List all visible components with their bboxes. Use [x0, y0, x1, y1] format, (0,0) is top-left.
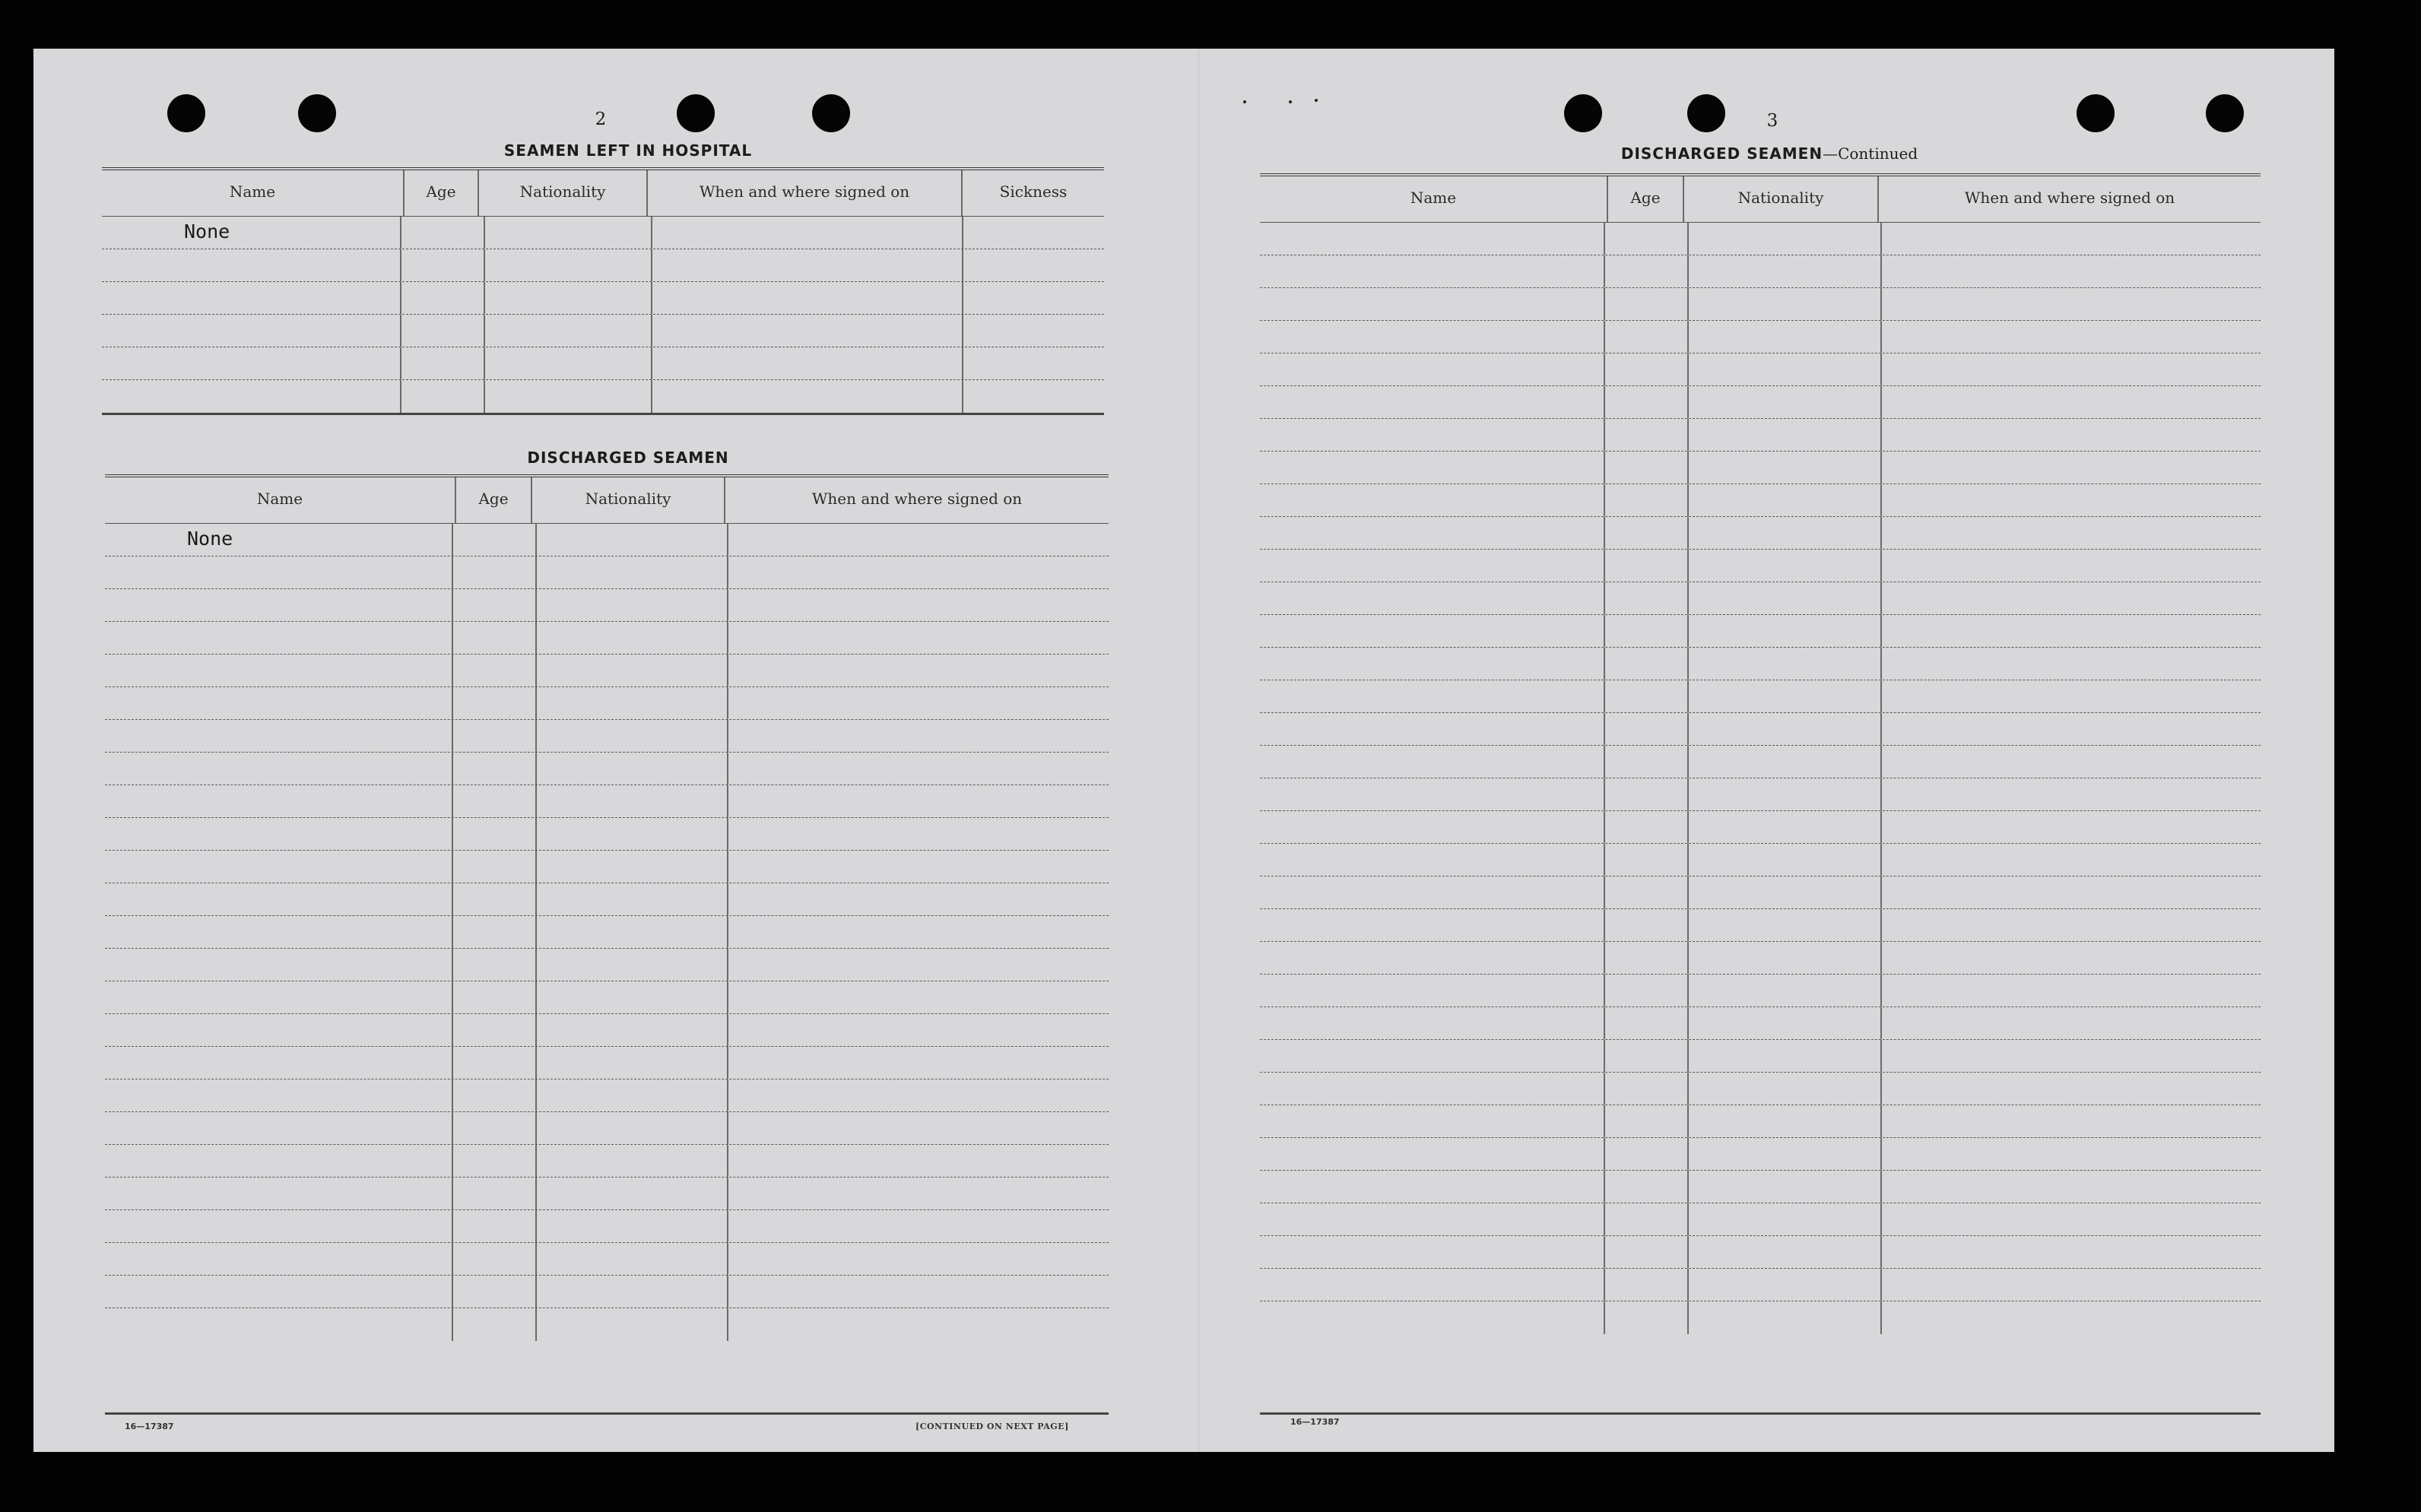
table-row — [1260, 288, 2261, 321]
table-body — [1260, 223, 2261, 1334]
table-row — [1260, 648, 2261, 680]
discharged-table — [105, 474, 1109, 1415]
punch-hole-icon — [1564, 94, 1602, 132]
column-header: When and where signed on — [724, 477, 1109, 523]
table-row — [105, 818, 1109, 851]
table-row — [105, 589, 1109, 622]
table-row — [105, 1047, 1109, 1079]
table-row — [1260, 517, 2261, 550]
ledger-sheet — [33, 49, 2334, 1452]
table-row — [102, 249, 1104, 282]
column-header: Name — [229, 182, 276, 201]
column-header: Age — [403, 170, 478, 216]
right-page — [1198, 49, 2335, 1452]
table-header — [102, 170, 1104, 217]
column-header: Nationality — [478, 170, 646, 216]
punch-hole-icon — [812, 94, 850, 132]
table-row — [1260, 550, 2261, 582]
table-row — [1260, 1138, 2261, 1171]
continued-note: [CONTINUED ON NEXT PAGE] — [915, 1422, 1069, 1431]
table-row — [105, 720, 1109, 753]
table-row — [1260, 909, 2261, 942]
table-row — [105, 1178, 1109, 1210]
punch-hole-icon — [677, 94, 715, 132]
table-row — [1260, 975, 2261, 1007]
form-code: 16—17387 — [125, 1422, 174, 1431]
page-number: 3 — [1766, 111, 1778, 131]
table-row — [105, 785, 1109, 818]
column-header: Name — [256, 490, 303, 508]
table-row — [1260, 713, 2261, 746]
table-row — [1260, 452, 2261, 484]
table-row — [105, 687, 1109, 720]
column-header: When and where signed on — [1877, 176, 2261, 222]
table-row — [1260, 223, 2261, 255]
form-code: 16—17387 — [1290, 1417, 1340, 1427]
hospital-section-title: SEAMEN LEFT IN HOSPITAL — [503, 141, 753, 160]
punch-hole-icon — [167, 94, 205, 132]
discharged-section-title: DISCHARGED SEAMEN — [527, 449, 729, 467]
table-row — [1260, 1040, 2261, 1073]
table-row — [105, 753, 1109, 785]
table-row — [105, 1243, 1109, 1276]
table-row — [105, 851, 1109, 883]
table-row — [1260, 1203, 2261, 1236]
table-row — [105, 916, 1109, 949]
column-header: Nationality — [1683, 176, 1877, 222]
table-header — [105, 477, 1109, 524]
table-row — [102, 217, 1104, 249]
table-row — [1260, 876, 2261, 909]
discharged-continued-title: DISCHARGED SEAMEN—Continued — [1620, 144, 1918, 163]
column-header: Name — [1410, 189, 1457, 207]
punch-hole-icon — [2206, 94, 2244, 132]
column-header: Age — [1607, 176, 1683, 222]
table-row — [1260, 1171, 2261, 1203]
table-row — [105, 1079, 1109, 1112]
table-row — [102, 282, 1104, 315]
table-row — [105, 981, 1109, 1014]
table-row — [1260, 321, 2261, 353]
column-header: Nationality — [531, 477, 724, 523]
table-row — [1260, 844, 2261, 876]
table-row — [1260, 680, 2261, 713]
page-number: 2 — [595, 109, 607, 129]
table-row — [1260, 353, 2261, 386]
table-row — [1260, 1236, 2261, 1269]
discharged-continued-table — [1260, 173, 2261, 1415]
table-row — [105, 1145, 1109, 1178]
table-row — [105, 883, 1109, 916]
table-row — [1260, 778, 2261, 811]
table-row — [1260, 484, 2261, 517]
hospital-table — [102, 167, 1104, 415]
table-row — [105, 949, 1109, 981]
name-cell: None — [184, 220, 230, 242]
column-header: When and where signed on — [646, 170, 961, 216]
table-row — [105, 1308, 1109, 1341]
table-row — [1260, 1105, 2261, 1138]
name-cell: None — [187, 528, 233, 550]
table-row — [105, 622, 1109, 655]
table-row — [1260, 942, 2261, 975]
table-row — [1260, 1301, 2261, 1334]
table-row — [105, 1210, 1109, 1243]
punch-hole-icon — [2077, 94, 2115, 132]
table-row — [1260, 746, 2261, 778]
table-row — [105, 524, 1109, 556]
table-row — [1260, 255, 2261, 288]
table-row — [105, 655, 1109, 687]
table-row — [105, 1014, 1109, 1047]
column-header: Sickness — [961, 170, 1104, 216]
table-row — [1260, 386, 2261, 419]
punch-hole-icon — [1687, 94, 1725, 132]
table-row — [102, 347, 1104, 380]
table-row — [1260, 1007, 2261, 1040]
table-row — [105, 1276, 1109, 1308]
table-body — [105, 524, 1109, 1341]
table-header — [1260, 176, 2261, 223]
table-row — [1260, 1269, 2261, 1301]
table-row — [102, 315, 1104, 347]
punch-hole-icon — [298, 94, 336, 132]
table-row — [105, 1112, 1109, 1145]
table-row — [102, 380, 1104, 413]
table-row — [105, 556, 1109, 589]
column-header: Age — [455, 477, 531, 523]
table-row — [1260, 582, 2261, 615]
table-row — [1260, 811, 2261, 844]
table-row — [1260, 1073, 2261, 1105]
table-row — [1260, 419, 2261, 452]
left-page — [33, 49, 1198, 1452]
table-row — [1260, 615, 2261, 648]
